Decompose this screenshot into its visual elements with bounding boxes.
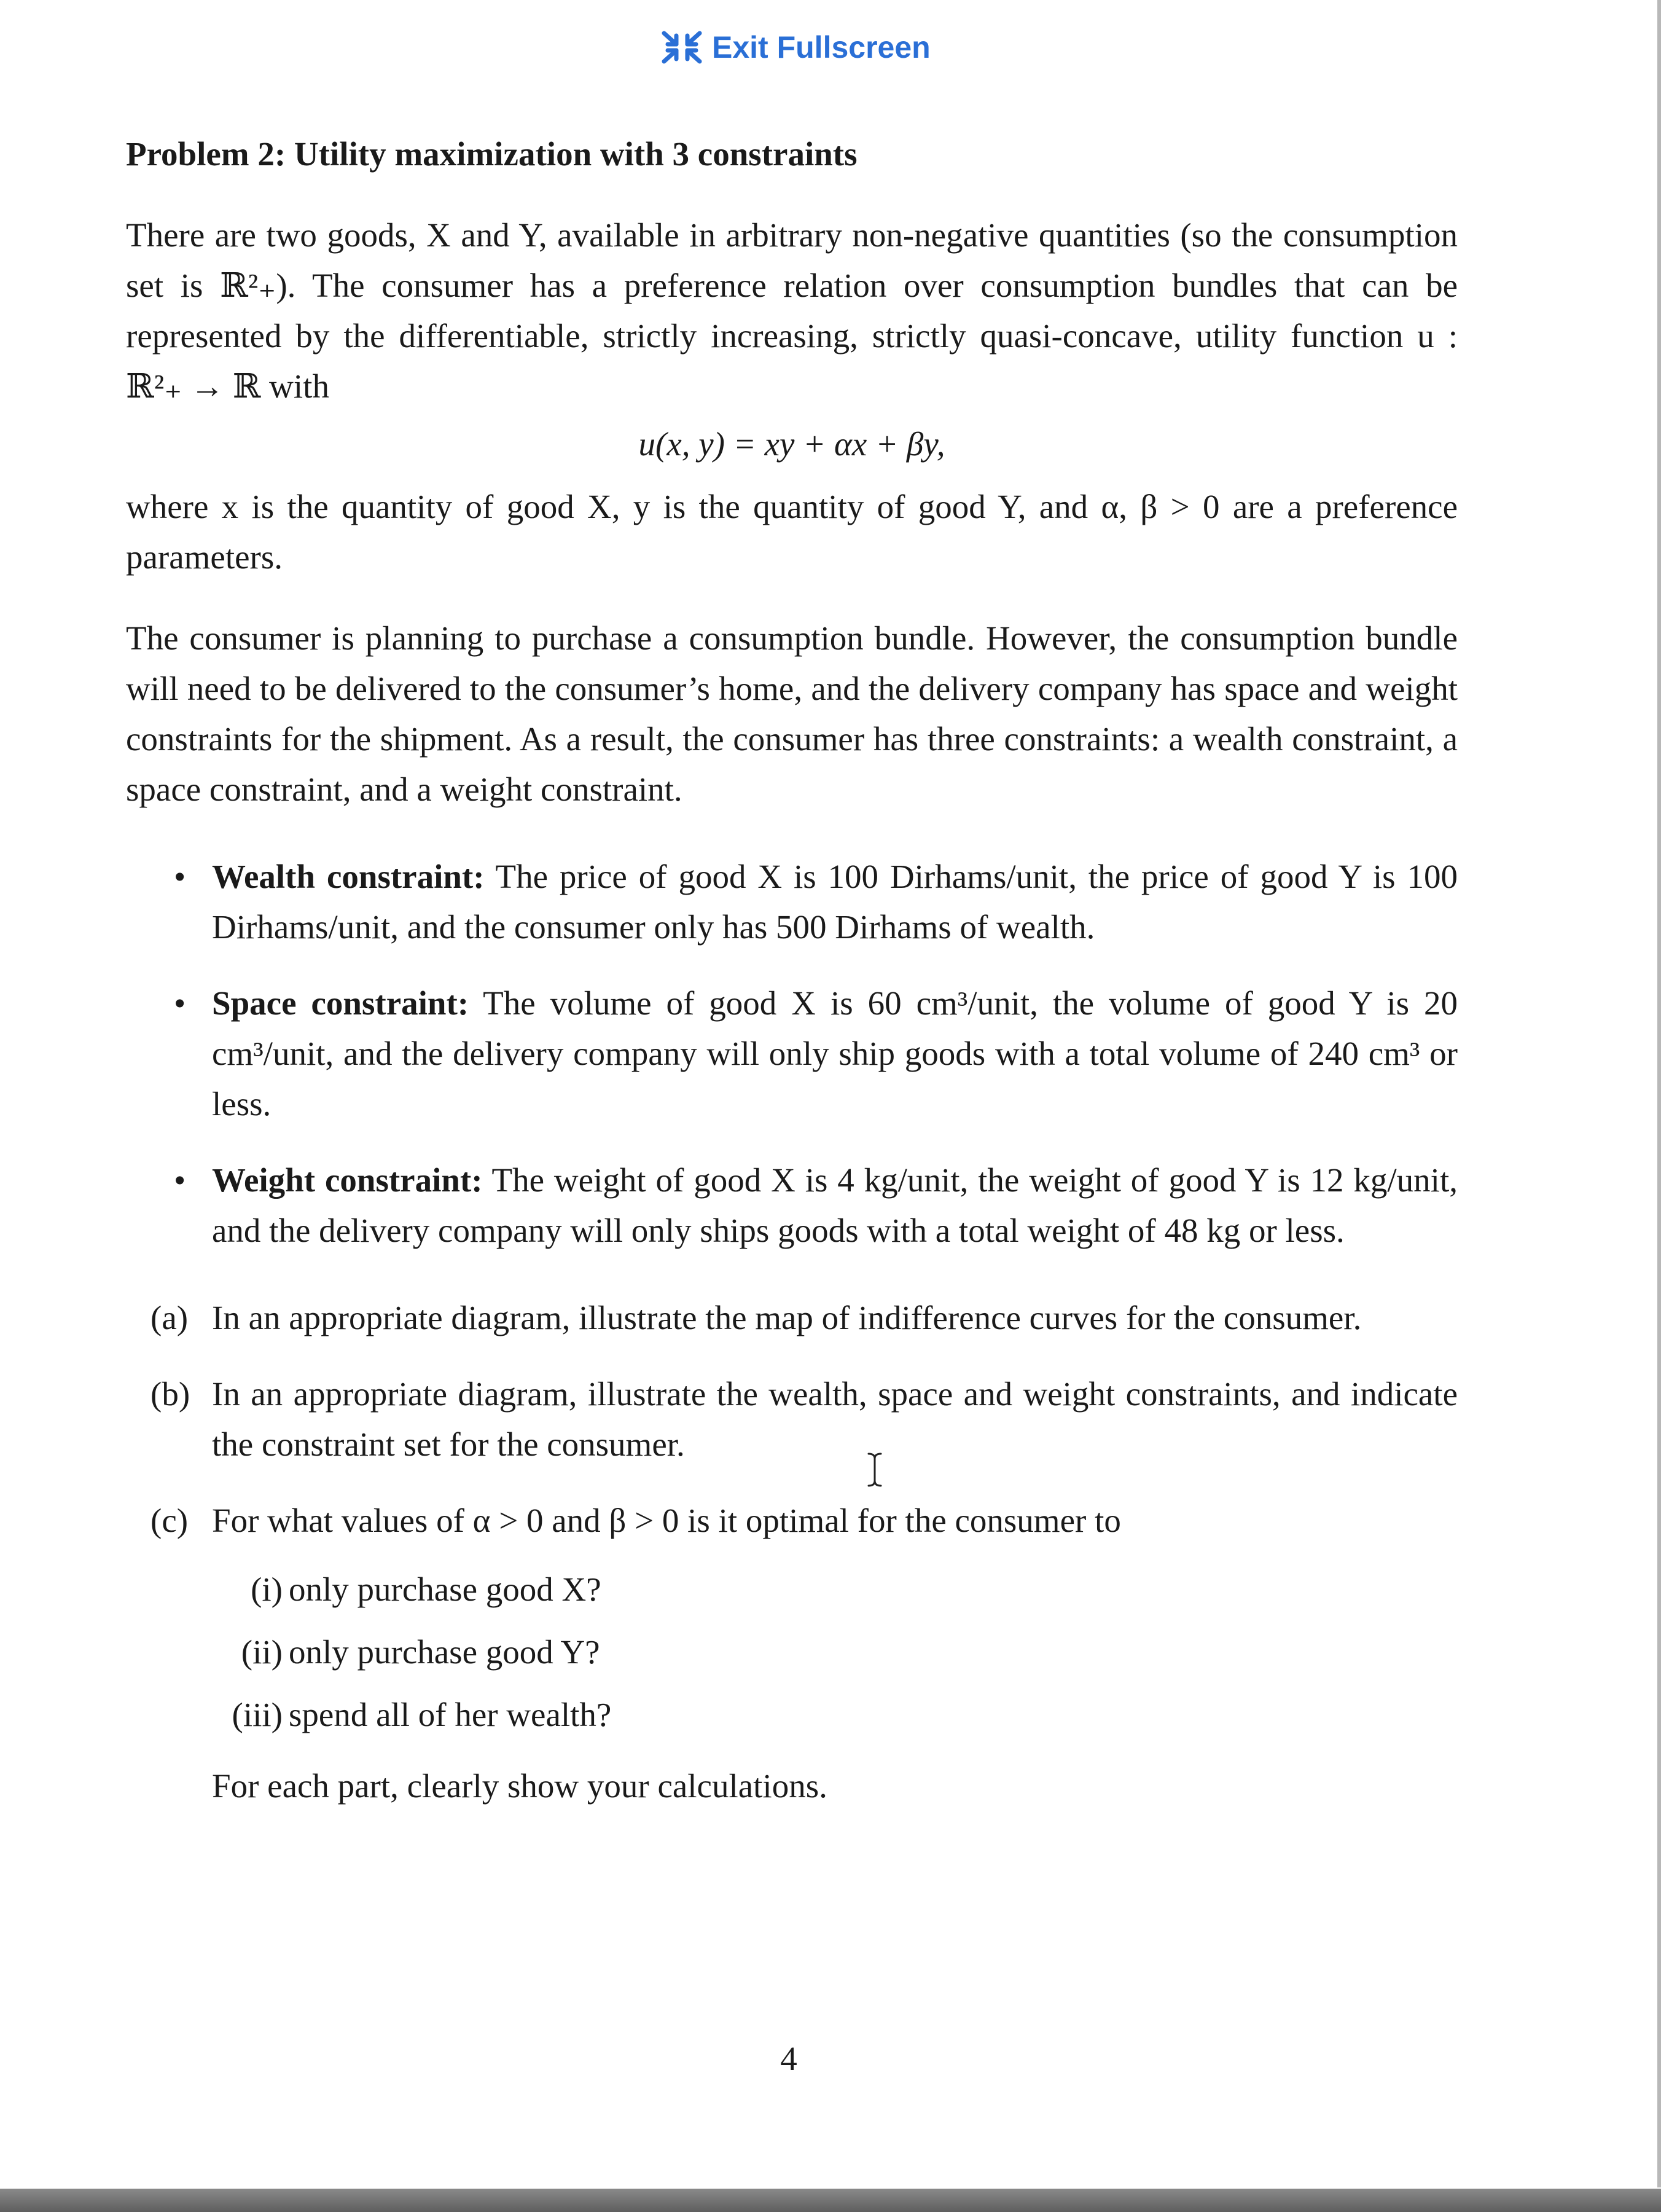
window-bottom-bar [0, 2189, 1661, 2212]
part-a [126, 1293, 1458, 1343]
page-number: 4 [780, 2040, 797, 2077]
part-text: In an appropriate diagram, illustrate the map of indifference curves for the consumer. [212, 1299, 1362, 1336]
constraint-label: Weight constraint: [212, 1161, 483, 1199]
constraint-space [126, 978, 1458, 1129]
part-marker: (a) [150, 1299, 189, 1336]
subpart-iii [212, 1690, 1458, 1740]
part-marker: (b) [150, 1375, 190, 1413]
text-cursor-icon [866, 1451, 883, 1491]
exit-fullscreen-button[interactable] [660, 26, 931, 69]
constraint-text: The weight of good X is 4 kg/unit, the weight of good Y is 12 kg/unit, and the delivery company will only ships goods with a total weight of 48 kg or less. [212, 1161, 1458, 1249]
constraint-label: Wealth constraint: [212, 858, 485, 895]
subpart-i [212, 1564, 1458, 1615]
subparts-list [212, 1564, 1458, 1740]
constraint-text: The volume of good X is 60 cm³/unit, the volume of good Y is 20 cm³/unit, and the delivery company will only ship goods with a total volume of 240 cm³ or less. [212, 984, 1458, 1123]
constraint-wealth [126, 852, 1458, 952]
window-edge [1657, 0, 1661, 2187]
subpart-text: only purchase good X? [289, 1571, 601, 1608]
part-marker: (c) [150, 1502, 189, 1539]
part-text: In an appropriate diagram, illustrate the wealth, space and weight constraints, and indicate the constraint set for the consumer. [212, 1375, 1458, 1463]
part-c [126, 1496, 1458, 1811]
constraint-text: The price of good X is 100 Dirhams/unit, the price of good Y is 100 Dirhams/unit, and the consumer only has 500 Dirhams of wealth. [212, 858, 1458, 946]
document-page [126, 129, 1458, 1837]
subpart-text: only purchase good Y? [289, 1633, 600, 1671]
closing-instruction: For each part, clearly show your calculations. [212, 1767, 827, 1805]
subpart-marker: (iii) [232, 1696, 283, 1733]
compress-arrows-icon [660, 29, 703, 65]
part-text: For what values of α > 0 and β > 0 is it optimal for the consumer to [212, 1502, 1121, 1539]
utility-formula: u(x, y) = xy + αx + βy, [638, 425, 945, 463]
subpart-text: spend all of her wealth? [289, 1696, 612, 1733]
exit-fullscreen-label: Exit Fullscreen [712, 30, 931, 65]
problem-title: Problem 2: Utility maximization with 3 constraints [126, 135, 858, 173]
parameters-text: where x is the quantity of good X, y is the quantity of good Y, and α, β > 0 are a preference parameters. [126, 488, 1458, 576]
subpart-marker: (ii) [241, 1633, 283, 1671]
constraints-list [126, 852, 1458, 1256]
context-paragraph: The consumer is planning to purchase a consumption bundle. However, the consumption bundle will need to be delivered to the consumer’s home, and the delivery company has space and weight constraints for the shipment. As a result, the consumer has three constraints: a wealth constraint, a space constraint, and a weight constraint. [126, 619, 1458, 808]
part-b [126, 1369, 1458, 1470]
problem-intro: There are two goods, X and Y, available in arbitrary non-negative quantities (so the consumption set is ℝ²₊). The consumer has a preference relation over consumption bundles that can be represented by the differentiable, strictly increasing, strictly quasi-concave, utility function u : ℝ²₊ → ℝ with [126, 216, 1458, 405]
subpart-marker: (i) [251, 1571, 283, 1608]
constraint-weight [126, 1155, 1458, 1256]
question-parts [126, 1293, 1458, 1811]
subpart-ii [212, 1627, 1458, 1677]
constraint-label: Space constraint: [212, 984, 469, 1022]
